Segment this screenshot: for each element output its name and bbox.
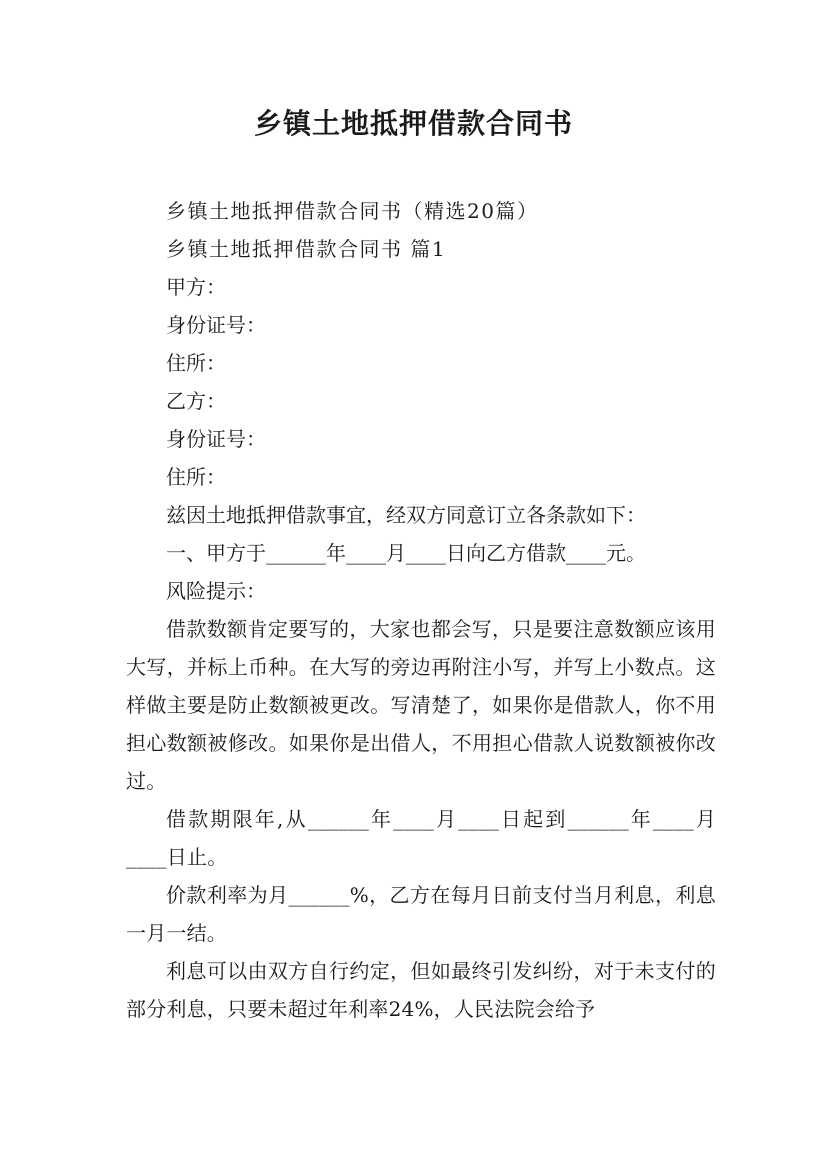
agreement-intro: 兹因土地抵押借款事宜，经双方同意订立各条款如下： xyxy=(166,503,646,527)
interest-note-text: 利息可以由双方自行约定，但如最终引发纠纷，对于未支付的部分利息，只要未超过年利率24%，人民法院会给予 xyxy=(126,959,716,1021)
loan-term-clause: 借款期限年,从______年____月____日起到______年____月____日止。 xyxy=(126,807,716,869)
clause-one: 一、甲方于______年____月____日向乙方借款____元。 xyxy=(166,541,646,565)
party-b-label: 乙方： xyxy=(166,389,226,413)
document-body xyxy=(126,192,716,1028)
interest-rate-clause: 价款利率为月______%，乙方在每月日前支付当月利息，利息一月一结。 xyxy=(126,883,716,945)
party-b-id-label: 身份证号： xyxy=(166,427,266,451)
subtitle-line: 乡镇土地抵押借款合同书（精选20篇） xyxy=(166,199,539,223)
party-a-label: 甲方： xyxy=(166,275,226,299)
section-heading: 乡镇土地抵押借款合同书 篇1 xyxy=(166,237,447,261)
party-a-address-label: 住所： xyxy=(166,351,226,375)
risk-notice-label: 风险提示： xyxy=(166,579,266,603)
party-b-address-label: 住所： xyxy=(166,465,226,489)
party-a-id-label: 身份证号： xyxy=(166,313,266,337)
document-title: 乡镇土地抵押借款合同书 xyxy=(253,107,573,140)
risk-notice-text: 借款数额肯定要写的，大家也都会写，只是要注意数额应该用大写，并标上币种。在大写的旁边再附注小写，并写上小数点。这样做主要是防止数额被更改。写清楚了，如果你是借款人，你不用担心数额被修改。如果你是出借人，不用担心借款人说数额被你改过。 xyxy=(126,617,716,793)
